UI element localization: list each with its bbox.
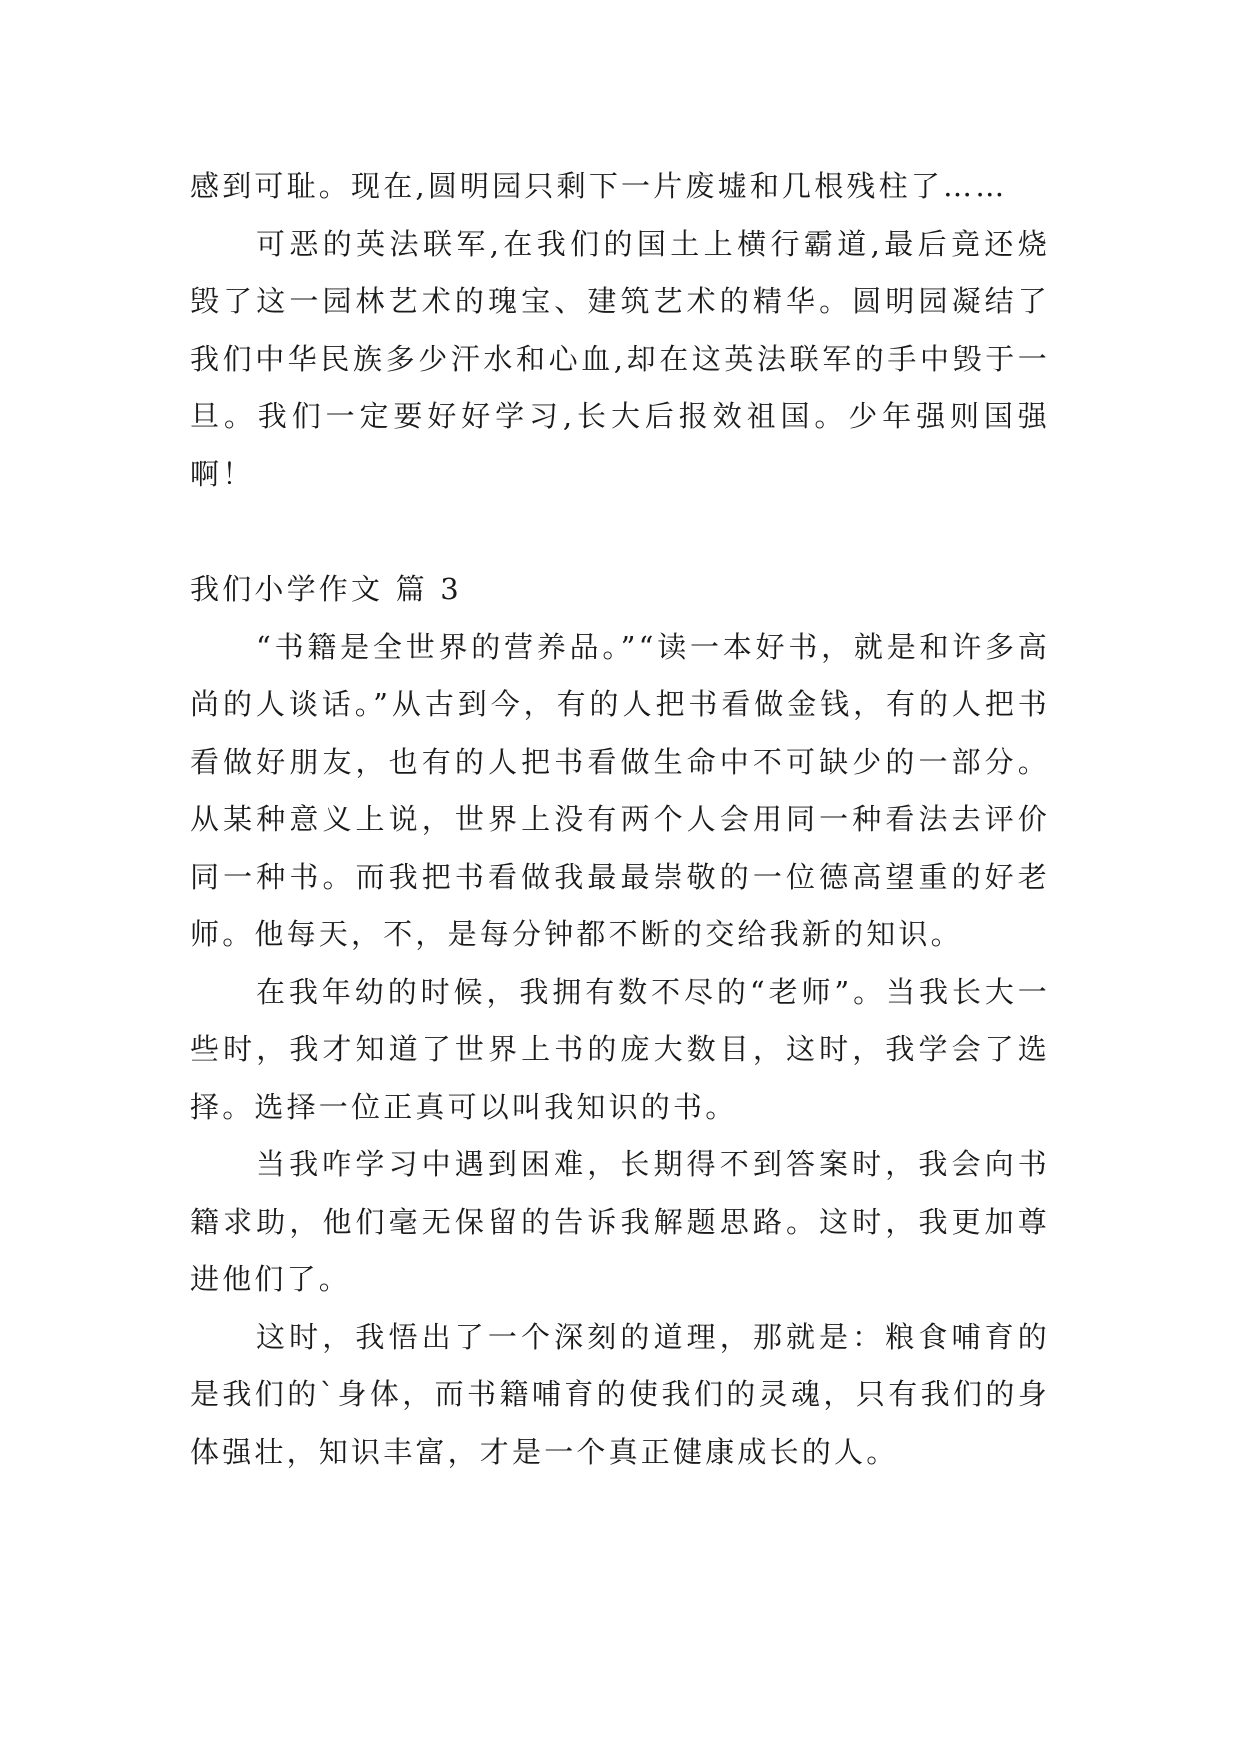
body-paragraph-2: 在我年幼的时候，我拥有数不尽的“老师”。当我长大一些时，我才知道了世界上书的庞大数目，这时，我学会了选择。选择一位正真可以叫我知识的书。 xyxy=(190,974,1050,1124)
document-body xyxy=(190,158,1050,1481)
body-paragraph-3: 当我咋学习中遇到困难，长期得不到答案时，我会向书籍求助，他们毫无保留的告诉我解题思路。这时，我更加尊进他们了。 xyxy=(190,1147,1050,1296)
section-title: 我们小学作文 篇 3 xyxy=(190,572,462,606)
body-paragraph-4: 这时，我悟出了一个深刻的道理，那就是：粮食哺育的是我们的`身体，而书籍哺育的使我们的灵魂，只有我们的身体强壮，知识丰富，才是一个真正健康成长的人。 xyxy=(190,1319,1050,1469)
continuation-paragraph: 感到可耻。现在,圆明园只剩下一片废墟和几根残柱了…… xyxy=(190,169,1008,203)
body-paragraph-1: “书籍是全世界的营养品。”“读一本好书，就是和许多高尚的人谈话。”从古到今，有的人把书看做金钱，有的人把书看做好朋友，也有的人把书看做生命中不可缺少的一部分。从某种意义上说，世界上没有两个人会用同一种看法去评价同一种书。而我把书看做我最最崇敬的一位德高望重的好老师。他每天，不，是每分钟都不断的交给我新的知识。 xyxy=(190,629,1050,951)
closing-paragraph: 可恶的英法联军,在我们的国土上横行霸道,最后竟还烧毁了这一园林艺术的瑰宝、建筑艺术的精华。圆明园凝结了我们中华民族多少汗水和心血,却在这英法联军的手中毁于一旦。我们一定要好好学习,长大后报效祖国。少年强则国强啊！ xyxy=(190,226,1050,491)
